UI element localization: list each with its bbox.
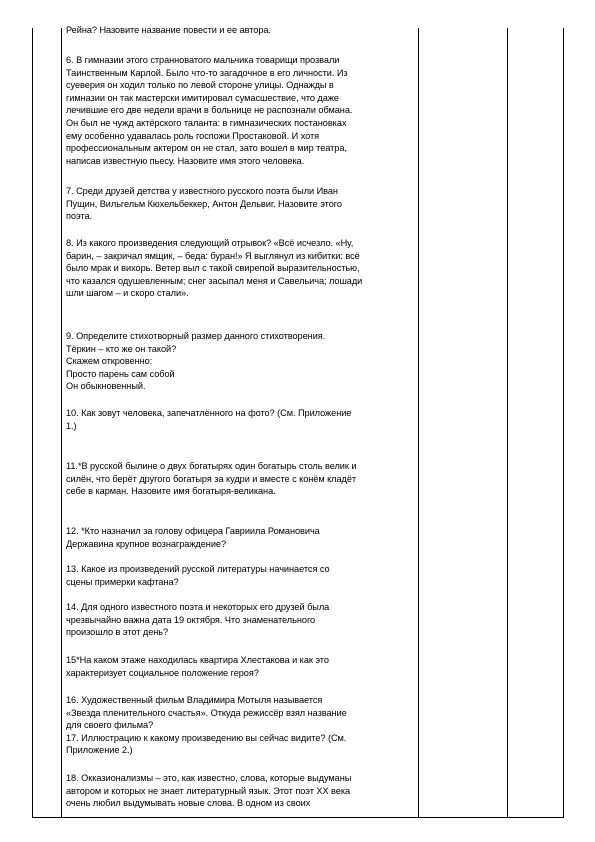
table-column-divider-2: [418, 28, 419, 818]
question-10: 10. Как зовут человека, запечатлённого на фото? (См. Приложение 1.): [66, 408, 352, 431]
question-15: 15*На каком этаже находилась квартира Хлестакова и как это характеризует социальное положение героя?: [66, 655, 329, 678]
question-6: 6. В гимназии этого странноватого мальчика товарищи прозвали Таинственным Карлой. Было что-то загадочное в его личности. Из суеверия он ходил только по левой стороне улицы. Однажды в гимназии он так мастерски имитировал сумасшествие, что даже лечившие его две недели врачи в больнице не распознали обмана. Он был не чужд актёрского таланта: в гимназических постановках ему особенно удавалась роль госпожи Простаковой. И хотя профессиональным актером он не стал, зато вошел в мир театра, написав известную пьесу. Назовите имя этого человека.: [66, 55, 353, 166]
table-bottom-border: [32, 817, 564, 818]
question-16-17: 16. Художественный фильм Владимира Мотыля называется «Звезда пленительного счастья». Откуда режиссёр взял название для своего фильма? 17. Иллюстрацию к какому произведению вы сейчас видите? (См. Приложение 2.): [66, 695, 347, 756]
table-column-divider-1: [61, 28, 62, 818]
question-8: 8. Из какого произведения следующий отрывок? «Всё исчезло. «Ну, барин, – закричал ямщик, – беда: буран!» Я выглянул из кибитки: всё было мрак и вихорь. Ветер выл с такой свирепой выразительностью, что казался одушевленным; снег засыпал меня и Савельича; лошади шли шагом – и скоро стали».: [66, 238, 363, 299]
table-border-right: [563, 28, 564, 818]
table-column-divider-3: [507, 28, 508, 818]
question-13: 13. Какое из произведений русской литературы начинается со сцены примерки кафтана?: [66, 564, 330, 587]
question-12: 12. *Кто назначил за голову офицера Гавриила Романовича Державина крупное вознаграждение?: [66, 526, 320, 549]
question-14: 14. Для одного известного поэта и некоторых его друзей была чрезвычайно важна дата 19 октября. Что знаменательного произошло в этот день?: [66, 602, 330, 638]
question-18: 18. Окказионализмы – это, как известно, слова, которые выдуманы автором и которых не знает литературный язык. Этот поэт XX века очень любил выдумывать новые слова. В одном из своих: [66, 773, 352, 809]
question-text: Рейна? Назовите название повести и ее автора.: [66, 25, 271, 35]
question-11: 11.*В русской былине о двух богатырях один богатырь столь велик и силён, что берёт другого богатыря за кудри и вместе с конём кладёт себе в карман. Назовите имя богатыря-великана.: [66, 461, 357, 497]
table-border-left: [32, 28, 33, 818]
question-9: 9. Определите стихотворный размер данного стихотворения. Тёркин – кто же он такой? Скажем откровенно: Просто парень сам собой Он обыкновенный.: [66, 331, 326, 392]
question-7: 7. Среди друзей детства у известного русского поэта были Иван Пущин, Вильгельм Кюхельбеккер, Антон Дельвиг. Назовите этого поэта.: [66, 186, 342, 222]
